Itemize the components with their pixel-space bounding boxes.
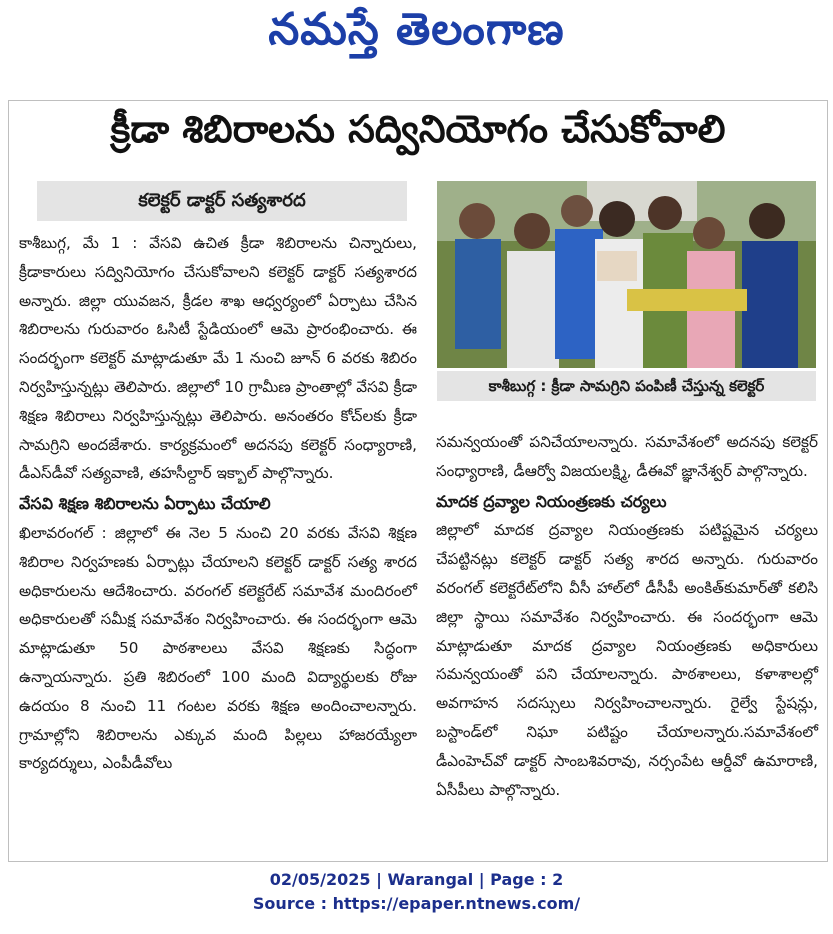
edition-info: 02/05/2025 | Warangal | Page : 2 (269, 870, 564, 889)
article-headline: క్రీడా శిబిరాలను సద్వినియోగం చేసుకోవాలి (110, 107, 726, 151)
article-paragraph: సమన్వయంతో పనిచేయాలన్నారు. సమావేశంలో అదనపు కలెక్టర్ సంధ్యారాణి, డీఆర్వో విజయలక్ష్మి, డీఈవో జ్ఞానేశ్వర్ పాల్గొన్నారు. (436, 433, 818, 480)
article-paragraph: కాశీబుగ్గ, మే 1 : వేసవి ఉచిత క్రీడా శిబిరాలను చిన్నారులు, క్రీడాకారులు సద్వినియోగం చేసుకోవాలని కలెక్టర్ డాక్టర్ సత్యశారద అన్నారు. జిల్లా యువజన, క్రీడల శాఖ ఆధ్వర్యంలో ఏర్పాటు చేసిన శిబిరాలను గురువారం ఓసిటీ స్టేడియంలో ఆమె ప్రారంభించారు. ఈ సందర్భంగా కలెక్టర్ మాట్లాడుతూ మే 1 నుంచి జూన్ 6 వరకు శిబిరం నిర్వహిస్తున్నట్లు తెలిపారు. జిల్లాలో 10 గ్రామీణ ప్రాంతాల్లో వేసవి క్రీడా శిక్షణ శిబిరాలు నిర్వహిస్తున్నట్లు తెలిపారు. అనంతరం కోచ్‌లకు క్రీడా సామగ్రిని అందజేశారు. కార్యక్రమంలో అదనపు కలెక్టర్ సంధ్యారాణి, డీఎస్‌డీవో సత్యవాణి, తహసీల్దార్ ఇక్బాల్ పాల్గొన్నారు. (19, 234, 417, 483)
article-paragraph: ఖిలావరంగల్ : జిల్లాలో ఈ నెల 5 నుంచి 20 వరకు వేసవి శిక్షణ శిబిరాల నిర్వహణకు ఏర్పాట్లు చేయాలని కలెక్టర్ డాక్టర్ సత్య శారద అధికారులను ఆదేశించారు. వరంగల్ కలెక్టరేట్ సమావేశ మందిరంలో అధికారులతో సమీక్ష సమావేశం నిర్వహించారు. ఈ సందర్భంగా ఆమె మాట్లాడుతూ 50 పాఠశాలలు వేసవి శిక్షణకు సిద్ధంగా ఉన్నాయన్నారు. ప్రతి శిబిరంలో 100 మంది విద్యార్థులకు రోజు ఉదయం 8 నుంచి 11 గంటల వరకు శిక్షణ అందించాలన్నారు. గ్రామాల్లోని శిబిరాలను ఎక్కువ మంది పిల్లలు హాజరయ్యేలా కార్యదర్శులు, ఎంపీడీవోలు (19, 523, 417, 773)
page-footer (0, 868, 833, 916)
article-left-column (19, 229, 417, 778)
subheading-summer-camps: వేసవి శిక్షణ శిబిరాలను ఏర్పాటు చేయాలి (19, 494, 271, 514)
article-paragraph: జిల్లాలో మాదక ద్రవ్యాల నియంత్రణకు పటిష్టమైన చర్యలు చేపట్టినట్లు కలెక్టర్ డాక్టర్ సత్య శారద అన్నారు. గురువారం వరంగల్ కలెక్టరేట్‌లోని వీసీ హాల్‌లో డీసీపీ అంకిత్‌కుమార్‌తో కలిసి జిల్లా స్థాయి సమావేశం నిర్వహించారు. ఈ సందర్భంగా ఆమె మాట్లాడుతూ మాదక ద్రవ్యాల నియంత్రణకు అధికారులు సమన్వయంతో పని చేయాలన్నారు. పాఠశాలలు, కళాశాలల్లో అవగాహన సదస్సులు నిర్వహించాలన్నారు. రైల్వే స్టేషన్లు, బస్టాండ్‌లో నిఘా పటిష్టం చేయాలన్నారు.సమావేశంలో డీఎంహెచ్‌వో డాక్టర్ సాంబశివరావు, నర్సంపేట ఆర్డీవో ఉమారాణి, ఏసీపీలు పాల్గొన్నారు. (436, 521, 818, 799)
news-clipping (8, 100, 828, 862)
masthead-title: నమస్తే తెలంగాణ (268, 4, 565, 55)
newspaper-masthead (0, 0, 833, 84)
photo-illustration (437, 181, 816, 368)
article-byline: కలెక్టర్ డాక్టర్ సత్యశారద (37, 181, 407, 221)
photo-caption: కాశీబుగ్గ : క్రీడా సామగ్రిని పంపిణీ చేస్తున్న కలెక్టర్ (437, 371, 816, 401)
article-right-column (436, 428, 818, 804)
source-link[interactable]: Source : https://epaper.ntnews.com/ (252, 894, 581, 913)
subheading-drug-control: మాదక ద్రవ్యాల నియంత్రణకు చర్యలు (436, 491, 667, 511)
article-photo (437, 181, 816, 368)
